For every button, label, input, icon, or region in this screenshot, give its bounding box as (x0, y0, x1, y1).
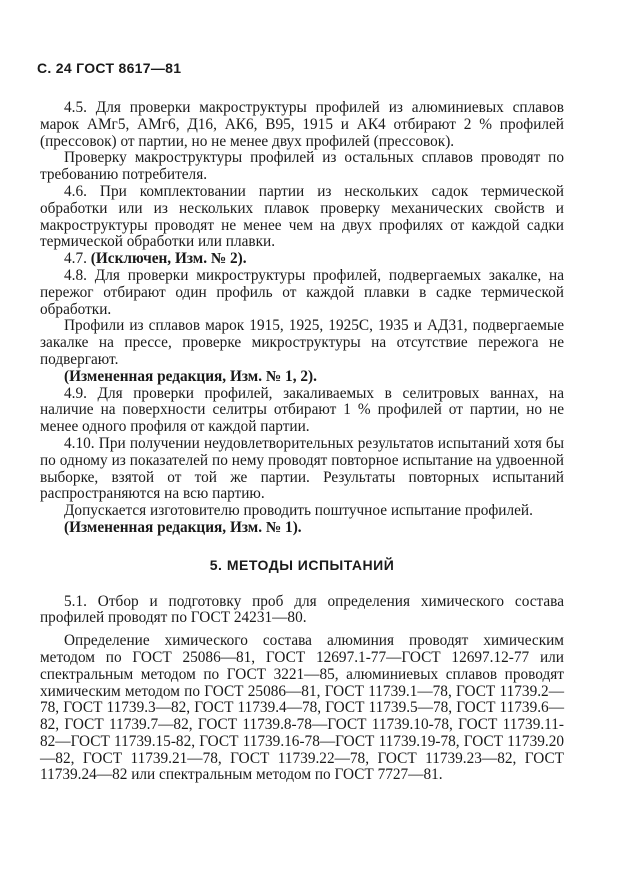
paragraph-4-8: 4.8. Для проверки микроструктуры профилей, подвергаемых закалке, на пережог отбирают один профиль от каждой плавки в садке термической обработки. (40, 266, 564, 318)
page-header: С. 24 ГОСТ 8617—81 (37, 60, 182, 76)
section-title-test-methods: 5. МЕТОДЫ ИСПЫТАНИЙ (209, 556, 395, 573)
paragraph-4-7-note: (Исключен, Изм. № 2). (90, 250, 247, 268)
document-body (40, 100, 564, 784)
paragraph-5-1: 5.1. Отбор и подготовку проб для определения химического состава профилей проводят по ГОСТ 24231—80. (40, 592, 564, 627)
amendment-note-1: (Измененная редакция, Изм. № 1). (64, 518, 302, 536)
paragraph-4-7 (40, 251, 564, 268)
paragraph-4-6: 4.6. При комплектовании партии из нескольких садок термической обработки или из нескольких плавок проверку механических свойств и макроструктуры проводят не менее чем на двух профилях от каждой садки термической обработки или плавки. (40, 182, 564, 251)
paragraph-4-10-piecewise: Допускается изготовителю проводить поштучное испытание профилей. (64, 502, 533, 520)
amendment-note-1-2: (Измененная редакция, Изм. № 1, 2). (64, 367, 317, 385)
paragraph-4-5-macro: Проверку макроструктуры профилей из остальных сплавов проводят по требованию потребителя. (40, 149, 564, 184)
paragraph-4-5: 4.5. Для проверки макроструктуры профилей из алюминиевых сплавов марок АМг5, АМг6, Д16, АК6, В95, 1915 и АК4 отбирают 2 % профилей (прессовок) от партии, но не менее двух профилей (прессовок). (40, 99, 564, 150)
paragraph-4-8-alloys: Профили из сплавов марок 1915, 1925, 1925С, 1935 и АД31, подвергаемые закалке на прессе, проверке микроструктуры на отсутствие пережога не подвергают. (40, 317, 564, 368)
paragraph-4-10: 4.10. При получении неудовлетворительных результатов испытаний хотя бы по одному из показателей по нему проводят повторное испытание на удвоенной выборке, взятой от той же партии. Результаты повторных испытаний распространяются на всю партию. (40, 434, 564, 503)
paragraph-4-9: 4.9. Для проверки профилей, закаливаемых в селитровых ваннах, на наличие на поверхности селитры отбирают 1 % профилей от партии, но не менее одного профиля от каждой партии. (40, 384, 564, 436)
paragraph-4-7-number: 4.7. (64, 250, 91, 268)
paragraph-5-1-chemical: Определение химического состава алюминия проводят химическим методом по ГОСТ 25086—81, ГОСТ 12697.1-77—ГОСТ 12697.12-77 или спектральным методом по ГОСТ 3221—85, алюминиевых сплавов проводят химическим методом по ГОСТ 25086—81, ГОСТ 11739.1—78, ГОСТ 11739.2—78, ГОСТ 11739.3—82, ГОСТ 11739.4—78, ГОСТ 11739.5—78, ГОСТ 11739.6—82, ГОСТ 11739.7—82, ГОСТ 11739.8-78—ГОСТ 11739.10-78, ГОСТ 11739.11-82—ГОСТ 11739.15-82, ГОСТ 11739.16-78—ГОСТ 11739.19-78, ГОСТ 11739.20—82, ГОСТ 11739.21—78, ГОСТ 11739.22—78, ГОСТ 11739.23—82, ГОСТ 11739.24—82 или спектральным методом по ГОСТ 7727—81. (40, 632, 564, 784)
